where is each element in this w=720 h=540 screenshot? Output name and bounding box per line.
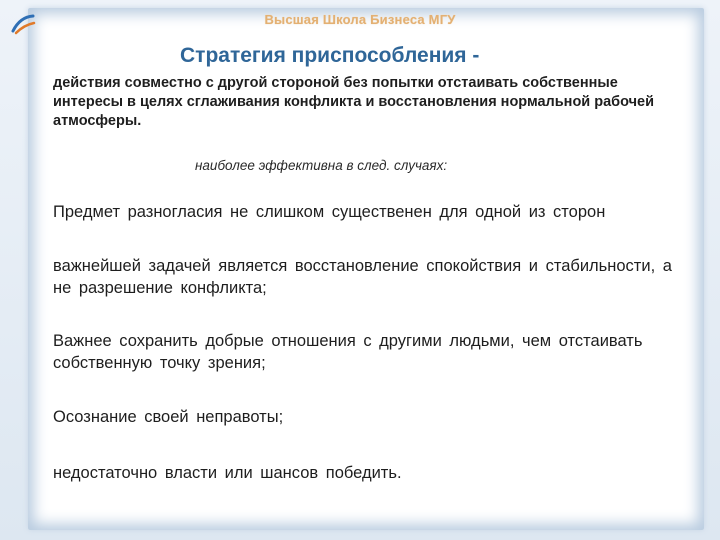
header-organization: Высшая Школа Бизнеса МГУ <box>264 12 456 27</box>
case-item: важнейшей задачей является восстановление спокойствия и стабильности, а не разрешение конфликта; <box>53 257 672 297</box>
slide-title: Стратегия приспособления - <box>180 44 480 67</box>
case-item: недостаточно власти или шансов победить. <box>53 464 402 482</box>
strategy-definition: действия совместно с другой стороной без попытки отстаивать собственные интересы в целях сглаживания конфликта и восстановления нормальной рабочей атмосферы. <box>53 75 655 129</box>
case-item: Предмет разногласия не слишком существенен для одной из сторон <box>53 203 606 221</box>
case-item: Важнее сохранить добрые отношения с другими людьми, чем отстаивать собственную точку зрения; <box>53 332 643 372</box>
case-item: Осознание своей неправоты; <box>53 408 284 426</box>
effective-cases-note: наиболее эффективна в след. случаях: <box>195 158 448 173</box>
